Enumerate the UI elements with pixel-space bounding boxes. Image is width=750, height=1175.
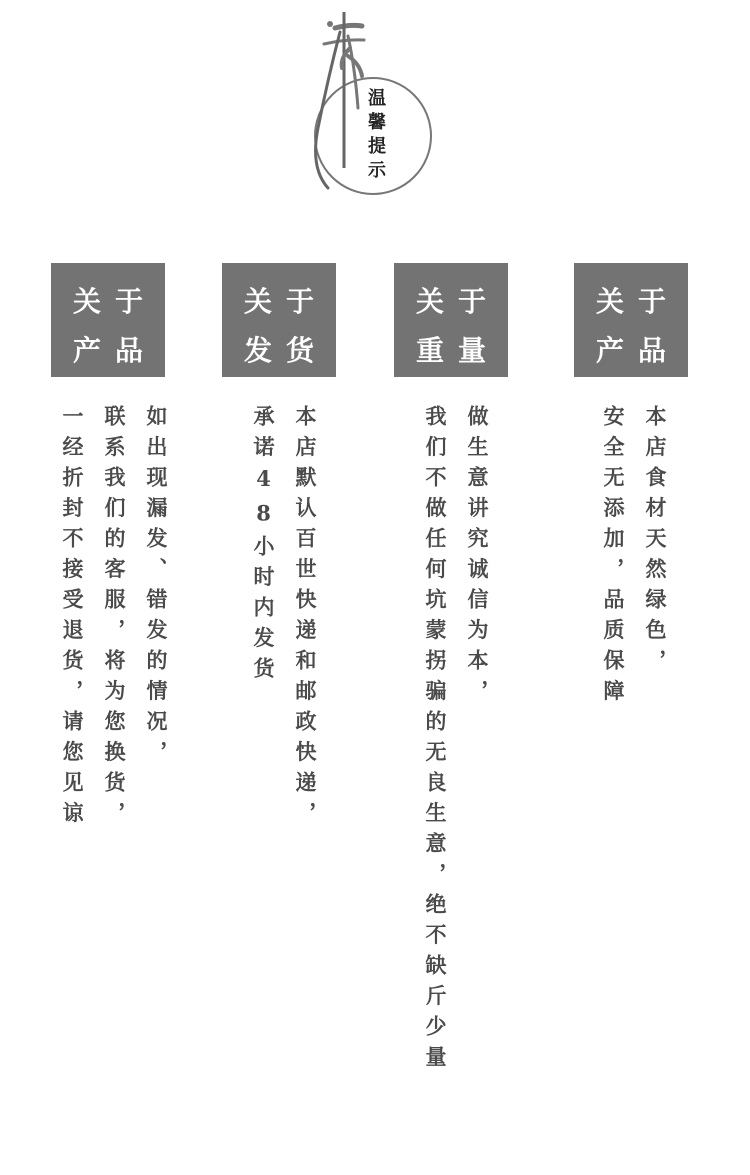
block-header [394,263,508,377]
text-column-right: 做生意讲究诚信为本， [465,405,490,710]
header-line-1: 关于 [243,285,328,318]
block-header [574,263,688,377]
text-column-left: 承诺48小时内发货 [251,405,276,688]
header-line-2: 产品 [595,334,680,367]
info-block-product-issue [51,263,169,1097]
logo-title: 温馨提示 [365,88,386,184]
block-body [222,377,336,1097]
header-line-1: 关于 [595,285,680,318]
header-line-2: 产品 [72,334,157,367]
text-column-middle: 联系我们的客服，将为您换货， [102,405,127,832]
info-block-ingredients [574,263,688,1097]
text-column-left: 我们不做任何坑蒙拐骗的无良生意，绝不缺斤少量 [423,405,448,1076]
header-line-1: 关于 [415,285,500,318]
text-column-left: 安全无添加，品质保障 [601,405,626,710]
block-body [51,377,169,1097]
header-line-1: 关于 [72,285,157,318]
text-column-right: 本店食材天然绿色， [643,405,668,680]
text-column-left: 一经折封不接受退货，请您见谅 [60,405,85,832]
info-block-shipping [222,263,336,1097]
block-body [394,377,508,1097]
info-block-weight [394,263,508,1097]
text-column-right: 本店默认百世快递和邮政快递， [293,405,318,832]
block-header [222,263,336,377]
header-line-2: 重量 [415,334,500,367]
block-header [51,263,165,377]
header-line-2: 发货 [243,334,328,367]
text-column-right: 如出现漏发、错发的情况， [144,405,169,771]
block-body [574,377,688,1097]
